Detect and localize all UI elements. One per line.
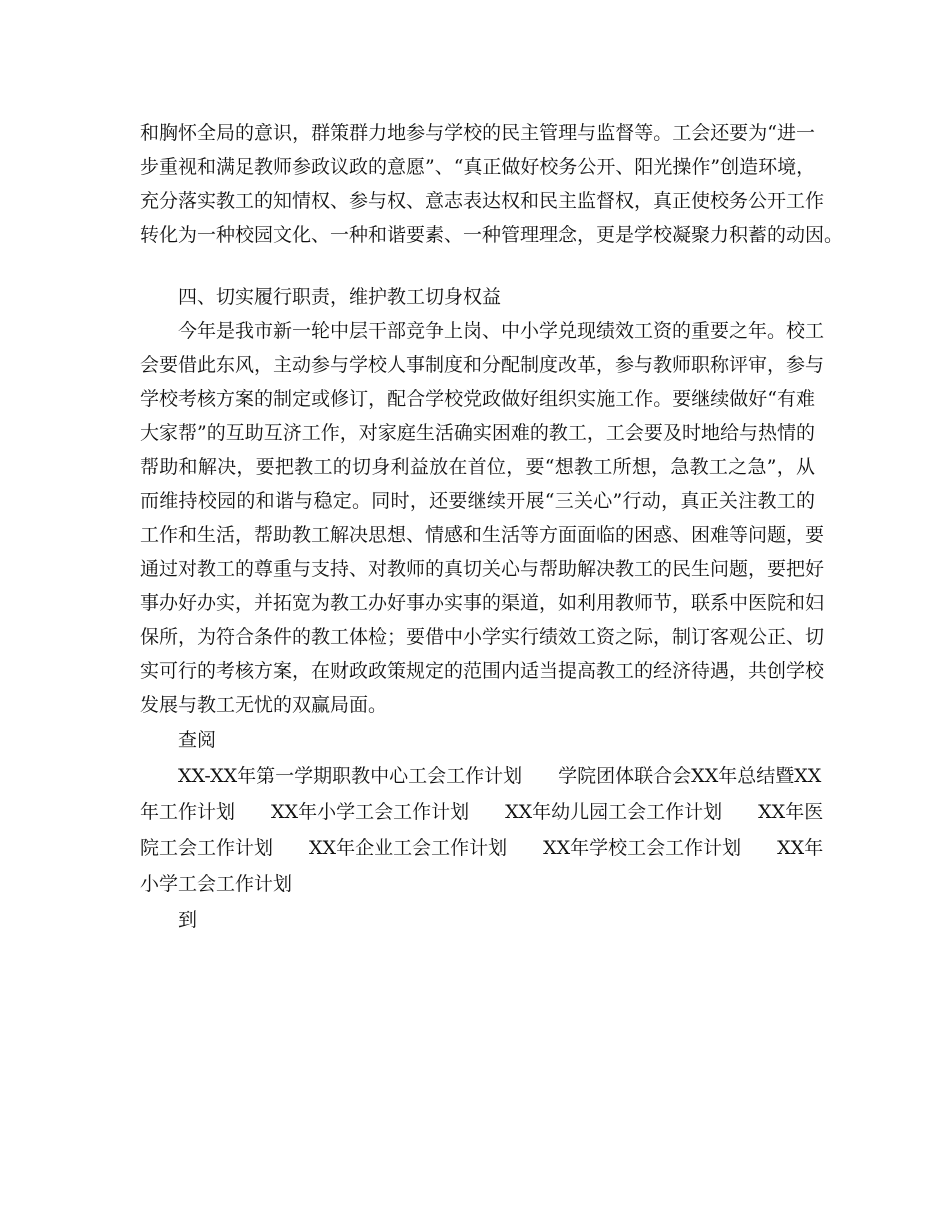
text-line: 而维持校园的和谐与稳定。同时，还要继续开展“三关心”行动，真正关注教工的 [140,490,815,512]
link-enterprise-plan[interactable]: XX年企业工会工作计划 [309,837,508,859]
text-line: 步重视和满足教师参政议政的意愿”、“真正做好校务公开、阳光操作”创造环境， [140,156,816,178]
section-heading: 四、切实履行职责，维护教工切身权益 [178,286,502,308]
text-line: 充分落实教工的知情权、参与权、意志表达权和民主监督权，真正使校务公开工作 [140,190,825,212]
link-vocational-center-plan[interactable]: XX-XX年第一学期职教中心工会工作计划 [178,765,523,787]
text-line: 帮助和解决，要把教工的切身利益放在首位，要“想教工所想，急教工之急”，从 [140,456,815,478]
text-line: 实可行的考核方案，在财政政策规定的范围内适当提高教工的经济待遇，共创学校 [140,660,825,682]
text-line: 学校考核方案的制定或修订，配合学校党政做好组织实施工作。要继续做好“有难 [140,388,815,410]
related-label: 查阅 [178,729,217,751]
document-page [140,116,844,938]
link-primary-school-plan[interactable]: XX年小学工会工作计划 [271,801,470,823]
related-links-line [140,830,824,866]
text-line: 会要借此东风，主动参与学校人事制度和分配制度改革，参与教师职称评审，参与 [140,354,825,376]
related-links-line [140,866,815,902]
text-line: 事办好办实，并拓宽为教工办好事办实事的渠道，如利用教师节，联系中医院和妇 [140,592,825,614]
link-hospital-plan[interactable]: XX年医 [758,801,824,823]
paragraph-rights-protection [140,314,825,722]
text-line: 大家帮”的互助互济工作，对家庭生活确实困难的教工，工会要及时地给与热情的 [140,422,815,444]
link-hospital-plan-cont[interactable]: 院工会工作计划 [140,837,274,859]
paragraph-democratic-management [140,116,844,252]
link-primary-school-plan-2-cont[interactable]: 小学工会工作计划 [140,873,293,895]
text-line: 工作和生活，帮助教工解决思想、情感和生活等方面面临的困惑、困难等问题，要 [140,524,825,546]
link-school-plan[interactable]: XX年学校工会工作计划 [543,837,742,859]
text-line: 转化为一种校园文化、一种和谐要素、一种管理理念，更是学校凝聚力积蓄的动因。 [140,224,844,246]
trailing-text: 到 [178,909,198,931]
text-line: 发展与教工无忧的双赢局面。 [140,694,388,716]
link-college-union-summary-cont[interactable]: 年工作计划 [140,801,236,823]
related-links [140,758,824,902]
text-line: 通过对教工的尊重与支持、对教师的真切关心与帮助解决教工的民生问题，要把好 [140,558,825,580]
related-links-line [140,758,822,794]
related-links-line [140,794,824,830]
text-line: 今年是我市新一轮中层干部竞争上岗、中小学兑现绩效工资的重要之年。校工 [178,320,825,342]
link-college-union-summary[interactable]: 学院团体联合会XX年总结暨XX [558,765,822,787]
link-primary-school-plan-2[interactable]: XX年 [777,837,824,859]
text-line: 和胸怀全局的意识，群策群力地参与学校的民主管理与监督等。工会还要为“进一 [140,122,815,144]
link-kindergarten-plan[interactable]: XX年幼儿园工会工作计划 [505,801,723,823]
text-line: 保所，为符合条件的教工体检；要借中小学实行绩效工资之际，制订客观公正、切 [140,626,825,648]
